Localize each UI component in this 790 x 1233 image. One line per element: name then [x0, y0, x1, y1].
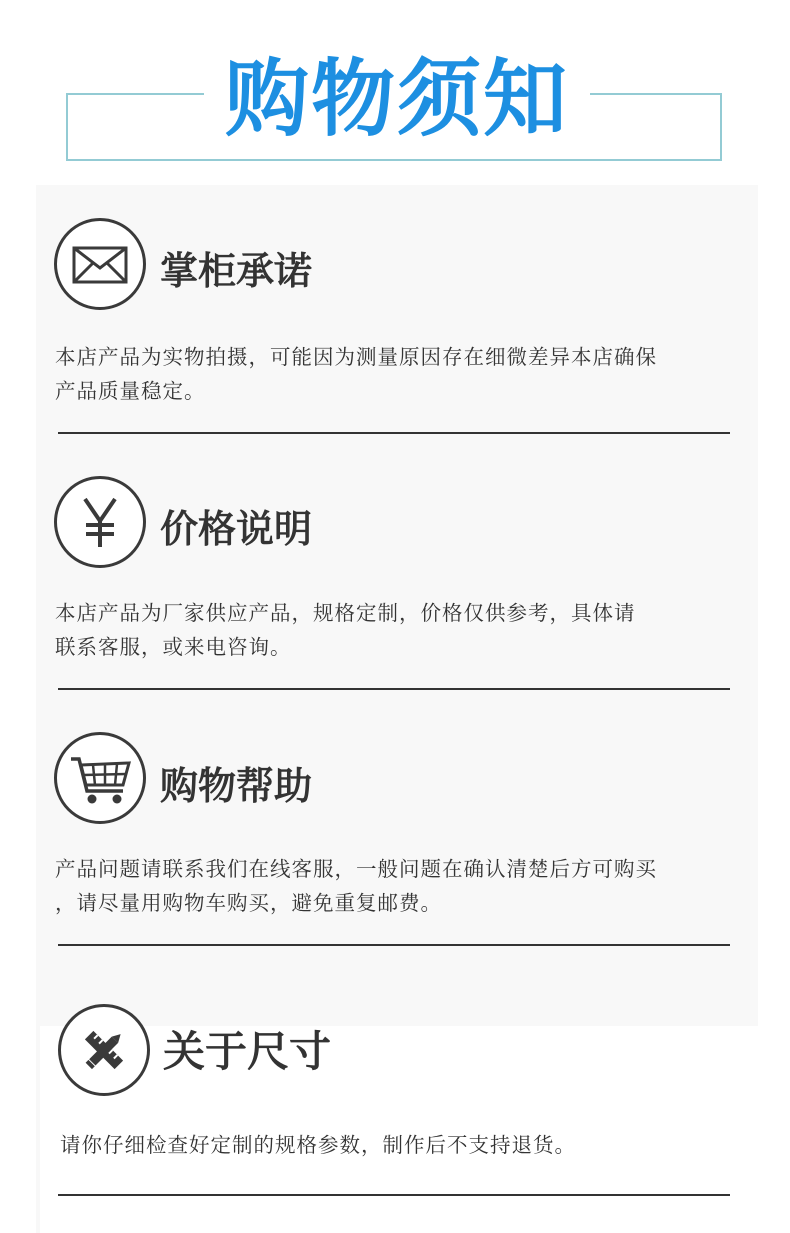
- section-title: 购物帮助: [160, 764, 313, 808]
- section-body: [60, 1128, 750, 1162]
- section-body-line: 本店产品为实物拍摄，可能因为测量原因存在细微差异本店确保: [55, 345, 657, 369]
- section-divider: [58, 944, 730, 946]
- envelope-icon: [54, 218, 146, 310]
- section-body-line: 联系客服，或来电咨询。: [55, 635, 292, 659]
- section-divider: [58, 432, 730, 434]
- section-body: [55, 340, 745, 408]
- section-title: 价格说明: [160, 507, 313, 551]
- section-body-line: ，请尽量用购物车购买，避免重复邮费。: [55, 891, 442, 915]
- section-body-line: 产品质量稳定。: [55, 379, 206, 403]
- header-line-right: [590, 93, 722, 95]
- section-divider: [58, 1194, 730, 1196]
- section-body-line: 产品问题请联系我们在线客服，一般问题在确认清楚后方可购买: [55, 857, 657, 881]
- section-divider: [58, 688, 730, 690]
- page-title: 购物须知: [224, 50, 569, 148]
- section-body-line: 本店产品为厂家供应产品，规格定制，价格仅供参考，具体请: [55, 601, 636, 625]
- section-body-line: 请你仔细检查好定制的规格参数，制作后不支持退货。: [60, 1133, 576, 1157]
- section-title: 关于尺寸: [163, 1027, 332, 1076]
- section-body: [55, 596, 745, 664]
- shopping-cart-icon: [54, 732, 146, 824]
- section-title: 掌柜承诺: [160, 249, 313, 293]
- yen-icon: [54, 476, 146, 568]
- section-body: [55, 852, 745, 920]
- ruler-pencil-icon: [58, 1004, 150, 1096]
- header: [0, 0, 790, 185]
- header-line-left: [66, 93, 204, 95]
